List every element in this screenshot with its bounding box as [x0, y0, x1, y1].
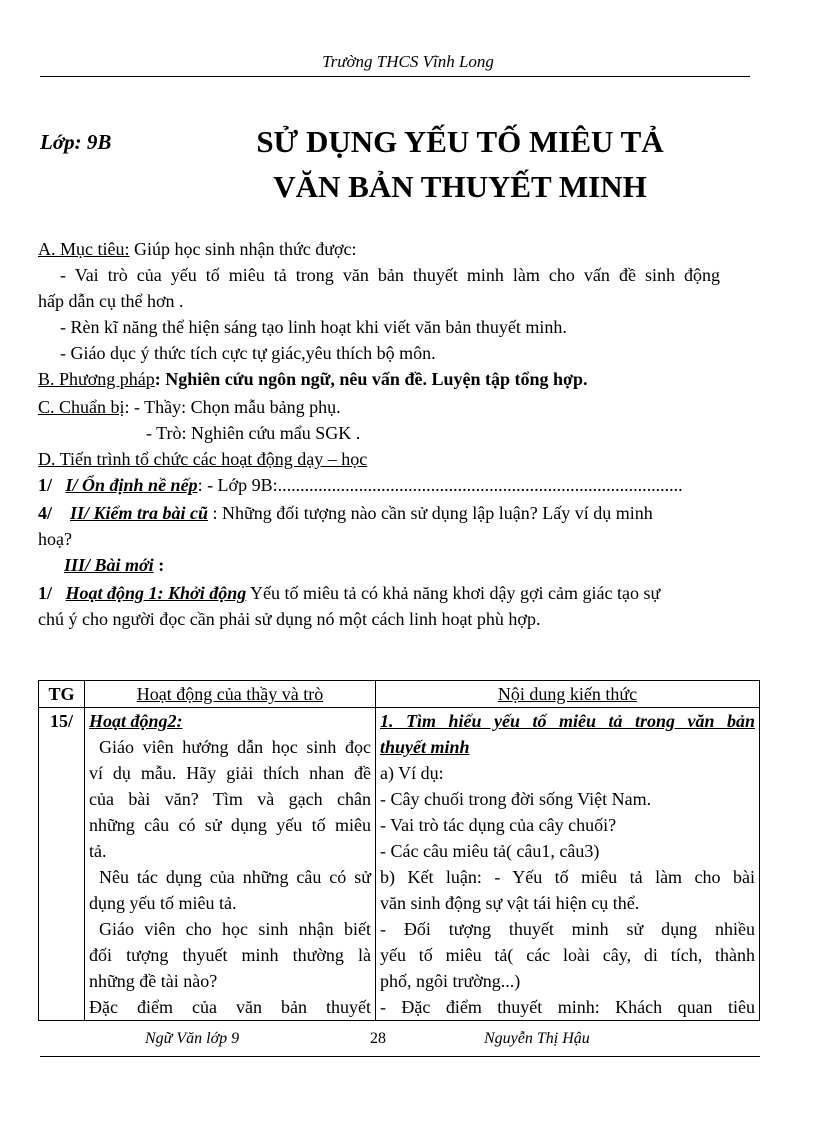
activity-line: Giáo viên cho học sinh nhận biết	[99, 919, 371, 939]
row-tg: 15/	[39, 708, 85, 1021]
section-i-label: I/ Ổn định nề nếp	[65, 475, 198, 495]
section-ii-text-line2: hoạ?	[38, 529, 72, 549]
section-b-text: : Nghiên cứu ngôn ngữ, nêu vấn đề. Luyện tập tổng hợp.	[154, 369, 588, 389]
header-activity: Hoạt động của thầy và trò	[85, 681, 376, 708]
content-line: - Đối tượng thuyết minh sử dụng nhiều	[380, 919, 755, 939]
content-line: văn sinh động sự vật tái hiện cụ thể.	[380, 893, 640, 913]
section-c-label: C. Chuẩn bị	[38, 397, 125, 417]
activity-line: Đặc điểm của văn bản thuyết	[89, 997, 371, 1017]
section-a	[38, 236, 758, 262]
activity-line: những câu có sử dụng yếu tố miêu	[89, 815, 371, 835]
activity-line: của bài văn? Tìm và gạch chân	[89, 789, 371, 809]
section-ii	[38, 500, 758, 526]
activity-1-text-line2: chú ý cho người đọc cần phải sử dụng nó một cách linh hoạt phù hợp.	[38, 609, 541, 629]
section-a1-line2: hấp dẫn cụ thể hơn .	[38, 291, 184, 311]
section-ii-time: 4/	[38, 503, 53, 523]
school-header: Trường THCS Vĩnh Long	[322, 52, 494, 71]
section-d	[38, 446, 758, 472]
section-b-label: B. Phương pháp	[38, 369, 155, 389]
lesson-title-line2: VĂN BẢN THUYẾT MINH	[273, 169, 647, 204]
row-content	[376, 708, 760, 1021]
footer-divider	[40, 1056, 760, 1057]
section-i-text: : - Lớp 9B:..........................................................................................	[197, 475, 683, 495]
section-c	[38, 394, 758, 420]
activity-line: những đề tài nào?	[89, 971, 218, 991]
content-line: - Vai trò tác dụng của cây chuối?	[380, 815, 617, 835]
activity-1-time: 1/	[38, 583, 53, 603]
section-a3: - Giáo dục ý thức tích cực tự giác,yêu thích bộ môn.	[60, 343, 436, 363]
content-title-line2: thuyết minh	[380, 737, 470, 757]
lesson-table	[38, 680, 760, 1021]
activity-line: ví dụ mẫu. Hãy giải thích nhan đề	[89, 763, 371, 783]
content-line: - Các câu miêu tả( câu1, câu3)	[380, 841, 600, 861]
header-divider	[40, 76, 750, 77]
content-line: phố, ngôi trường...)	[380, 971, 521, 991]
content-title-line1: 1. Tìm hiểu yếu tố miêu tả trong văn bản	[380, 711, 755, 731]
section-a-text: Giúp học sinh nhận thức được:	[129, 239, 357, 259]
activity-title: Hoạt động2:	[89, 711, 183, 731]
activity-line: Nêu tác dụng của những câu có sử	[99, 867, 371, 887]
section-d-label: D. Tiến trình tổ chức các hoạt động dạy – học	[38, 449, 368, 469]
activity-line: Giáo viên hướng dẫn học sinh đọc	[99, 737, 371, 757]
content-line: a) Ví dụ:	[380, 763, 444, 783]
lesson-title-line1: SỬ DỤNG YẾU TỐ MIÊU TẢ	[256, 124, 664, 159]
section-i-time: 1/	[38, 475, 53, 495]
section-c2: - Trò: Nghiên cứu mẩu SGK .	[146, 423, 361, 443]
section-c-text: : - Thầy: Chọn mẫu bảng phụ.	[124, 397, 341, 417]
section-i	[38, 472, 758, 498]
section-a2: - Rèn kĩ năng thể hiện sáng tạo linh hoạt khi viết văn bản thuyết minh.	[60, 317, 567, 337]
section-ii-label: II/ Kiểm tra bài cũ	[70, 503, 209, 523]
section-ii-text-line1: : Những đối tượng nào cần sử dụng lập luận? Lấy ví dụ minh	[212, 503, 653, 523]
activity-line: tả.	[89, 841, 107, 861]
footer-subject: Ngữ Văn lớp 9	[145, 1030, 240, 1047]
header-content: Nội dung kiến thức	[376, 681, 760, 708]
content-line: - Đặc điểm thuyết minh: Khách quan tiêu	[380, 997, 755, 1017]
section-a1-line1: - Vai trò của yếu tố miêu tả trong văn bản thuyết minh làm cho vấn đề sinh động	[60, 265, 720, 285]
table-row	[39, 708, 760, 1021]
activity-line: đối tượng thyuết minh thường là	[89, 945, 371, 965]
footer-page-number: 28	[370, 1030, 386, 1047]
activity-1-text-line1: Yếu tố miêu tả có khả năng khơi dậy gợi cảm giác tạo sự	[246, 583, 661, 603]
content-line: yếu tố miêu tả( các loài cây, di tích, thành	[380, 945, 755, 965]
section-iii-colon: :	[158, 555, 165, 575]
activity-1-label: Hoạt động 1: Khởi động	[65, 583, 247, 603]
content-line: b) Kết luận: - Yếu tố miêu tả làm cho bài	[380, 867, 755, 887]
section-iii-label: III/ Bài mới	[64, 555, 154, 575]
row-activity	[85, 708, 376, 1021]
table-header-row	[39, 681, 760, 708]
activity-line: dụng yếu tố miêu tả.	[89, 893, 237, 913]
content-line: - Cây chuối trong đời sống Việt Nam.	[380, 789, 652, 809]
header-tg: TG	[39, 681, 85, 708]
footer-author: Nguyễn Thị Hậu	[484, 1030, 590, 1047]
section-iii	[64, 552, 784, 578]
section-b	[38, 366, 758, 392]
class-label: Lớp: 9B	[40, 130, 112, 154]
activity-1	[38, 580, 758, 606]
section-a-label: A. Mục tiêu:	[38, 239, 130, 259]
